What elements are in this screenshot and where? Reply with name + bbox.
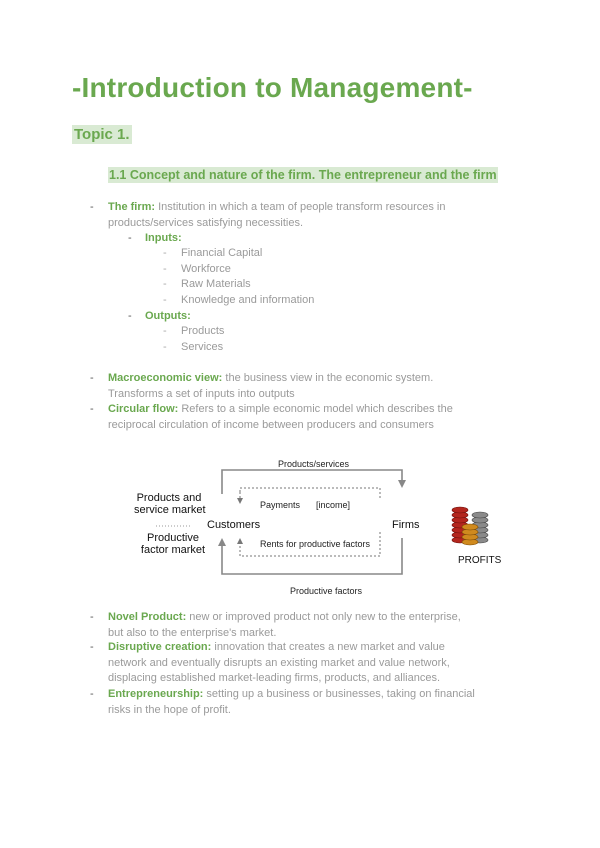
disruptive-label: Disruptive creation: <box>108 641 212 653</box>
inputs-label: Inputs: <box>145 232 182 244</box>
novel-label: Novel Product: <box>108 611 187 623</box>
page-title: -Introduction to Management- <box>72 72 473 103</box>
sub-bullet-dash: - <box>163 325 167 337</box>
topic-heading: Topic 1. <box>74 126 130 143</box>
bullet-dash: - <box>90 688 94 700</box>
sub-bullet-dash: - <box>163 247 167 259</box>
firm-definition <box>108 200 528 231</box>
bullet-dash: - <box>128 232 132 244</box>
payments-label: Payments <box>260 500 301 510</box>
factor-market-label <box>138 532 208 556</box>
sub-bullet-dash: - <box>163 294 167 306</box>
bullet-dash: - <box>90 641 94 653</box>
factor-market-line2: factor market <box>140 544 206 556</box>
profits-label: PROFITS <box>458 555 502 566</box>
disruptive-text-line3: displacing established market-leading firms, products, and alliances. <box>108 672 441 684</box>
circular-text-line2: reciprocal circulation of income between producers and consumers <box>108 418 434 431</box>
firm-text-line2: products/services satisfying necessities. <box>108 216 304 229</box>
macro-definition <box>108 371 528 402</box>
list-item: Services <box>181 341 224 353</box>
entrepreneurship-label: Entrepreneurship: <box>108 688 204 700</box>
products-market-label <box>134 492 204 516</box>
circular-text-line1: Refers to a simple economic model which describes the <box>181 403 453 415</box>
disruptive-definition <box>108 640 528 687</box>
coin-stacks-icon <box>448 504 494 546</box>
products-services-label: Products/services <box>278 459 350 469</box>
disruptive-text-line2: network and eventually disrupts an existing market and value network, <box>108 656 450 669</box>
productive-factors-label: Productive factors <box>290 586 363 596</box>
disruptive-text-line1: innovation that creates a new market and value <box>214 641 445 653</box>
bullet-dash: - <box>90 372 94 384</box>
products-market-line1: Products and <box>136 492 202 504</box>
list-item: Knowledge and information <box>181 294 315 306</box>
novel-text-line1: new or improved product not only new to the enterprise, <box>189 611 461 623</box>
bullet-dash: - <box>90 403 94 415</box>
firms-label: Firms <box>392 519 420 531</box>
bullet-dash: - <box>90 611 94 623</box>
products-market-line2: service market <box>134 504 206 516</box>
sub-bullet-dash: - <box>163 263 167 275</box>
list-item: Workforce <box>181 263 231 275</box>
bullet-dash: - <box>128 310 132 322</box>
list-item: Financial Capital <box>181 247 263 259</box>
section-subheading: 1.1 Concept and nature of the firm. The entrepreneur and the firm <box>109 168 497 182</box>
customers-label: Customers <box>207 519 261 531</box>
sub-bullet-dash: - <box>163 278 167 290</box>
entrepreneurship-text-line2: risks in the hope of profit. <box>108 703 231 716</box>
macro-text-line1: the business view in the economic system. <box>225 372 434 384</box>
rents-label: Rents for productive factors <box>260 539 371 549</box>
bullet-dash: - <box>90 201 94 213</box>
factor-market-line1: Productive <box>147 532 199 544</box>
entrepreneurship-definition <box>108 687 528 718</box>
macro-label: Macroeconomic view: <box>108 372 223 384</box>
macro-text-line2: Transforms a set of inputs into outputs <box>108 387 295 400</box>
circular-definition <box>108 402 528 433</box>
income-label: [income] <box>316 500 351 510</box>
list-item: Raw Materials <box>181 278 251 290</box>
outputs-label: Outputs: <box>145 310 191 322</box>
novel-text-line2: but also to the enterprise's market. <box>108 626 277 639</box>
entrepreneurship-text-line1: setting up a business or businesses, taking on financial <box>206 688 475 700</box>
firm-text-line1: Institution in which a team of people transform resources in <box>158 201 446 213</box>
sub-bullet-dash: - <box>163 341 167 353</box>
list-item: Products <box>181 325 225 337</box>
novel-definition <box>108 610 528 641</box>
firm-label: The firm: <box>108 201 156 213</box>
circular-label: Circular flow: <box>108 403 179 415</box>
